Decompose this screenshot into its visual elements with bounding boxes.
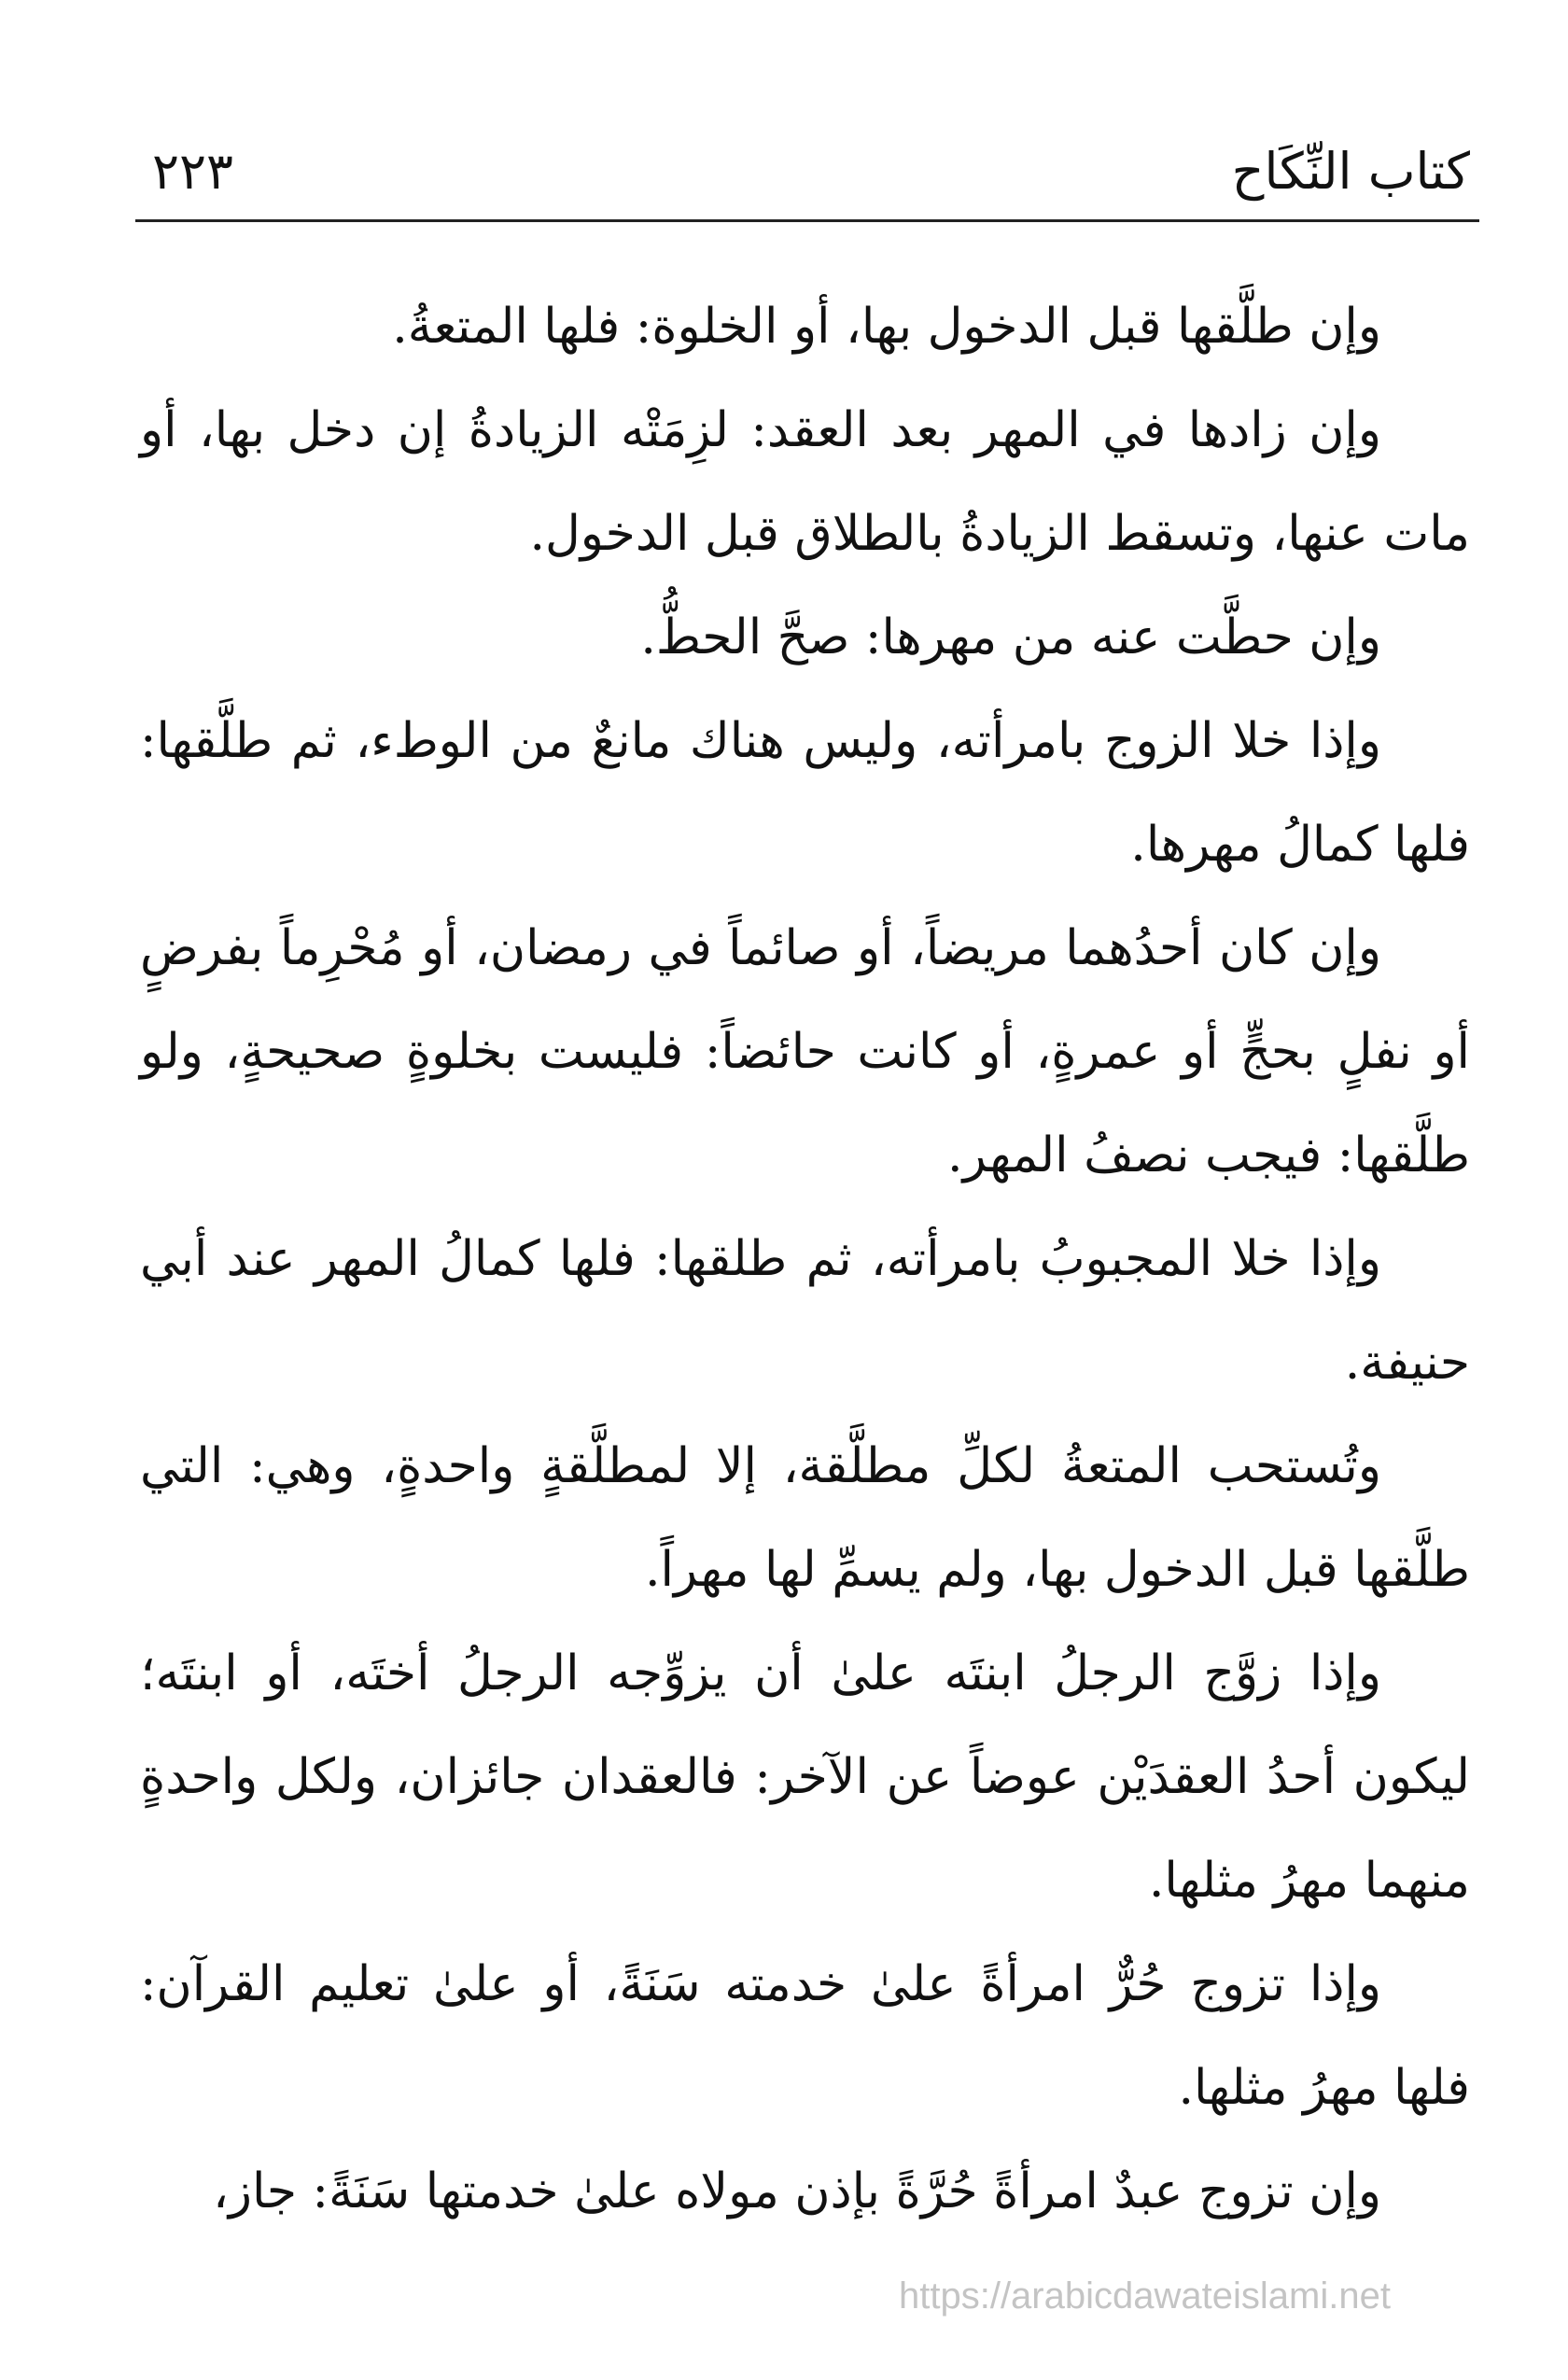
- paragraph: وإن زادها في المهر بعد العقد: لزِمَتْه الزيادةُ إن دخل بها، أو مات عنها، وتسقط الزيادةُ بالطلاق قبل الدخول.: [140, 402, 1470, 562]
- page-header: [135, 131, 1479, 222]
- chapter-title: كتاب النِّكَاح: [1231, 142, 1470, 201]
- paragraph: وإذا خلا الزوج بامرأته، وليس هناك مانعٌ من الوطء، ثم طلَّقها: فلها كمالُ مهرها.: [140, 713, 1470, 873]
- paragraph: وإذا زوَّج الرجلُ ابنتَه علىٰ أن يزوِّجه الرجلُ أختَه، أو ابنتَه؛ ليكون أحدُ العقدَيْن عوضاً عن الآخر: فالعقدان جائزان، ولكل واحدةٍ منهما مهرُ مثلها.: [140, 1645, 1470, 1909]
- paragraph: وتُستحب المتعةُ لكلِّ مطلَّقة، إلا لمطلَّقةٍ واحدةٍ، وهي: التي طلَّقها قبل الدخول بها، ولم يسمِّ لها مهراً.: [140, 1438, 1470, 1598]
- body-text: [140, 275, 1470, 2244]
- paragraph: وإن طلَّقها قبل الدخول بها، أو الخلوة: فلها المتعةُ.: [392, 299, 1381, 355]
- paragraph: وإن تزوج عبدٌ امرأةً حُرَّةً بإذن مولاه علىٰ خدمتها سَنَةً: جاز،: [213, 2163, 1381, 2219]
- watermark-url: https://arabicdawateislami.net: [899, 2275, 1391, 2317]
- page-number: ٢٢٣: [152, 142, 234, 201]
- paragraph: وإن كان أحدُهما مريضاً، أو صائماً في رمضان، أو مُحْرِماً بفرضٍ أو نفلٍ بحجٍّ أو عمرةٍ، أو كانت حائضاً: فليست بخلوةٍ صحيحةٍ، ولو طلَّقها: فيجب نصفُ المهر.: [140, 920, 1470, 1183]
- paragraph: وإذا خلا المجبوبُ بامرأته، ثم طلقها: فلها كمالُ المهر عند أبي حنيفة.: [140, 1231, 1470, 1391]
- paragraph: وإن حطَّت عنه من مهرها: صحَّ الحطُّ.: [640, 609, 1381, 665]
- paragraph: وإذا تزوج حُرٌّ امرأةً علىٰ خدمته سَنَةً، أو علىٰ تعليم القرآن: فلها مهرُ مثلها.: [140, 1956, 1470, 2116]
